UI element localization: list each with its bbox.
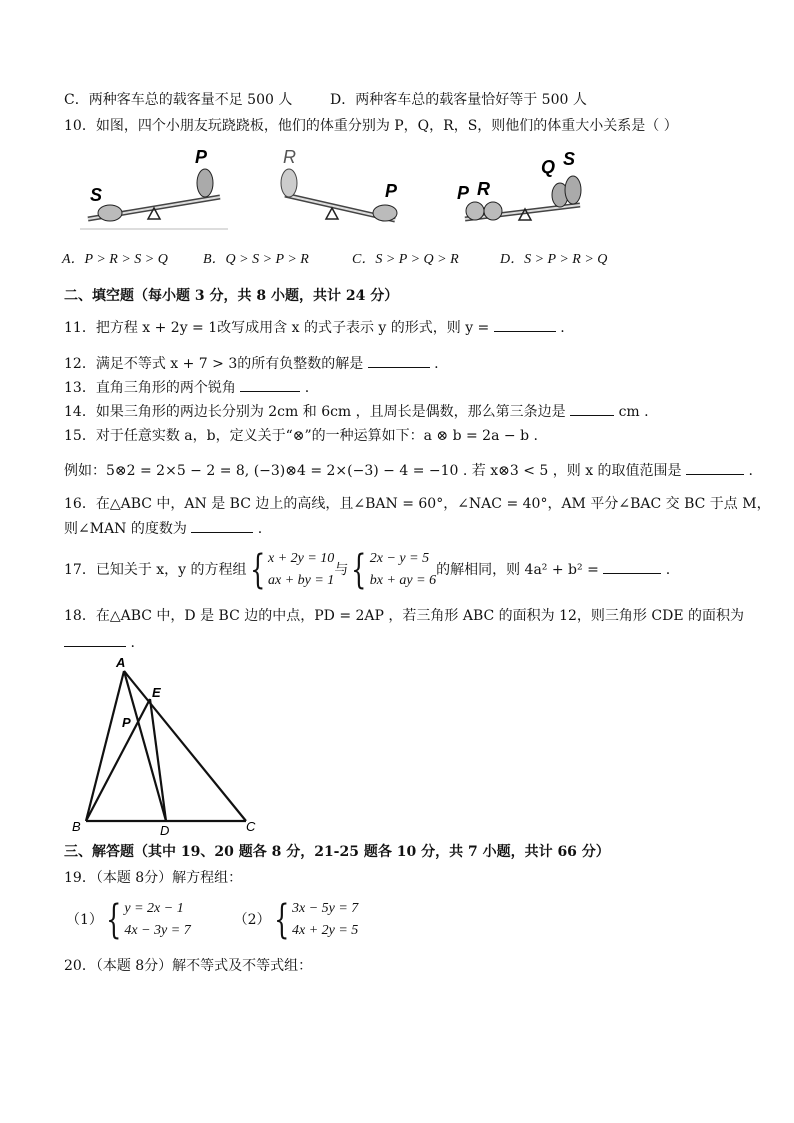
q15-blank [686,460,744,475]
q16-end: . [257,521,263,537]
q13-end: . [304,380,310,396]
q17-sys2-eq2: bx + ay = 6 [369,573,437,588]
q15-end: . [748,463,753,479]
section-3-heading: 三、解答题（其中 19、20 题各 8 分，21-25 题各 10 分，共 7 小题，共计 66 分） [64,844,610,860]
label-P3: P [457,183,470,203]
q19-p2-label: （2） [233,912,271,928]
q12 [64,353,439,374]
q18-blank [64,632,126,647]
seesaw-figure-2 [275,145,415,235]
seesaw-figure-1 [80,145,230,235]
q14 [64,401,649,422]
q17-blank [603,559,661,574]
q11-blank [494,317,556,332]
q19-p2-eq2: 4x + 2y = 5 [291,923,359,938]
q17-post: 的解相同，则 4a² + b² = [436,562,599,578]
q19-system-2: { 3x − 5y = 7 4x + 2y = 5 [273,897,359,943]
q17-sys1-eq2: ax + by = 1 [267,573,335,588]
q19-stem: 19．（本题 8分）解方程组： [64,870,243,886]
label-R: R [283,147,296,167]
q18-end: . [130,635,135,651]
q12-end: . [434,356,439,372]
q16-line1: 16．在△ABC 中，AN 是 BC 边上的高线，且∠BAN = 60°，∠NAC = 40°，AM 平分∠BAC 交 BC 于点 M， [64,496,771,512]
q11-text: 11．把方程 x + 2y = 1改写成用含 x 的式子表示 y 的形式，则 y = [64,320,490,336]
q13-blank [240,377,300,392]
q10-option-a: A．P > R > S > Q [62,252,168,267]
q17 [64,548,670,592]
q16-line2 [64,518,262,539]
q17-mid: 与 [334,562,349,578]
q18-triangle-figure [70,655,270,838]
q17-end: . [665,562,671,578]
q12-text: 12．满足不等式 x + 7 > 3的所有负整数的解是 [64,356,364,372]
q10-stem: 10．如图，四个小朋友玩跷跷板，他们的体重分别为 P，Q，R，S，则他们的体重大小关系是（ ） [64,118,678,134]
label-Q: Q [541,157,556,177]
q14-blank [570,401,614,416]
q20-stem: 20．（本题 8分）解不等式及不等式组： [64,958,313,974]
q14-end: cm . [618,404,649,420]
label-P: P [195,147,208,167]
label-R3: R [477,179,490,199]
label-A: A [116,655,126,670]
q18-line2 [64,632,135,653]
q11-end: . [560,320,565,336]
q17-pre: 17．已知关于 x，y 的方程组 [64,562,247,578]
label-B: B [72,819,81,834]
q12-blank [368,353,430,368]
q16-line2-text: 则∠MAN 的度数为 [64,521,187,537]
q17-sys1-eq1: x + 2y = 10 [267,551,335,566]
q15-line2-text: 例如：5⊗2 = 2×5 − 2 = 8, (−3)⊗4 = 2×(−3) − 4 = −10 . 若 x⊗3 < 5 ，则 x 的取值范围是 [64,463,682,479]
q15-line2 [64,460,753,481]
q10-option-c: C．S > P > Q > R [352,252,459,267]
q10-option-b: B．Q > S > P > R [203,252,309,267]
q18-line1: 18．在△ABC 中，D 是 BC 边的中点，PD = 2AP ，若三角形 ABC 的面积为 12，则三角形 CDE 的面积为 [64,608,744,624]
label-C: C [246,819,256,834]
label-E: E [152,685,161,700]
q17-system-2: { 2x − y = 5 bx + ay = 6 [351,547,437,593]
q19-p1-eq2: 4x − 3y = 7 [124,923,191,938]
q19-system-1: { y = 2x − 1 4x − 3y = 7 [106,897,191,943]
q13-text: 13．直角三角形的两个锐角 [64,380,236,396]
q16-blank [191,518,253,533]
q19-p1-eq1: y = 2x − 1 [124,901,184,916]
label-P2: P [385,181,398,201]
label-P: P [122,715,131,730]
q10-option-d: D．S > P > R > Q [500,252,608,267]
section-2-heading: 二、填空题（每小题 3 分，共 8 小题，共计 24 分） [64,288,399,304]
q14-text: 14．如果三角形的两边长分别为 2cm 和 6cm ，且周长是偶数，那么第三条边是 [64,404,566,420]
q19-p1-label: （1） [66,912,103,928]
q19-p2-eq1: 3x − 5y = 7 [291,901,359,916]
q19-systems [66,896,358,944]
label-S: S [90,185,103,205]
seesaw-figure-3 [455,145,595,235]
q9-option-c: C．两种客车总的载客量不足 500 人 [64,92,293,108]
q9-option-d: D．两种客车总的载客量恰好等于 500 人 [330,92,587,108]
q17-system-1: { x + 2y = 10 ax + by = 1 [249,547,335,593]
label-D: D [160,823,170,838]
q15-line1: 15．对于任意实数 a，b，定义关于“⊗”的一种运算如下：a ⊗ b = 2a − b . [64,428,538,444]
label-S3: S [563,149,576,169]
q13 [64,377,309,398]
q17-sys2-eq1: 2x − y = 5 [369,551,430,566]
q11 [64,317,565,338]
